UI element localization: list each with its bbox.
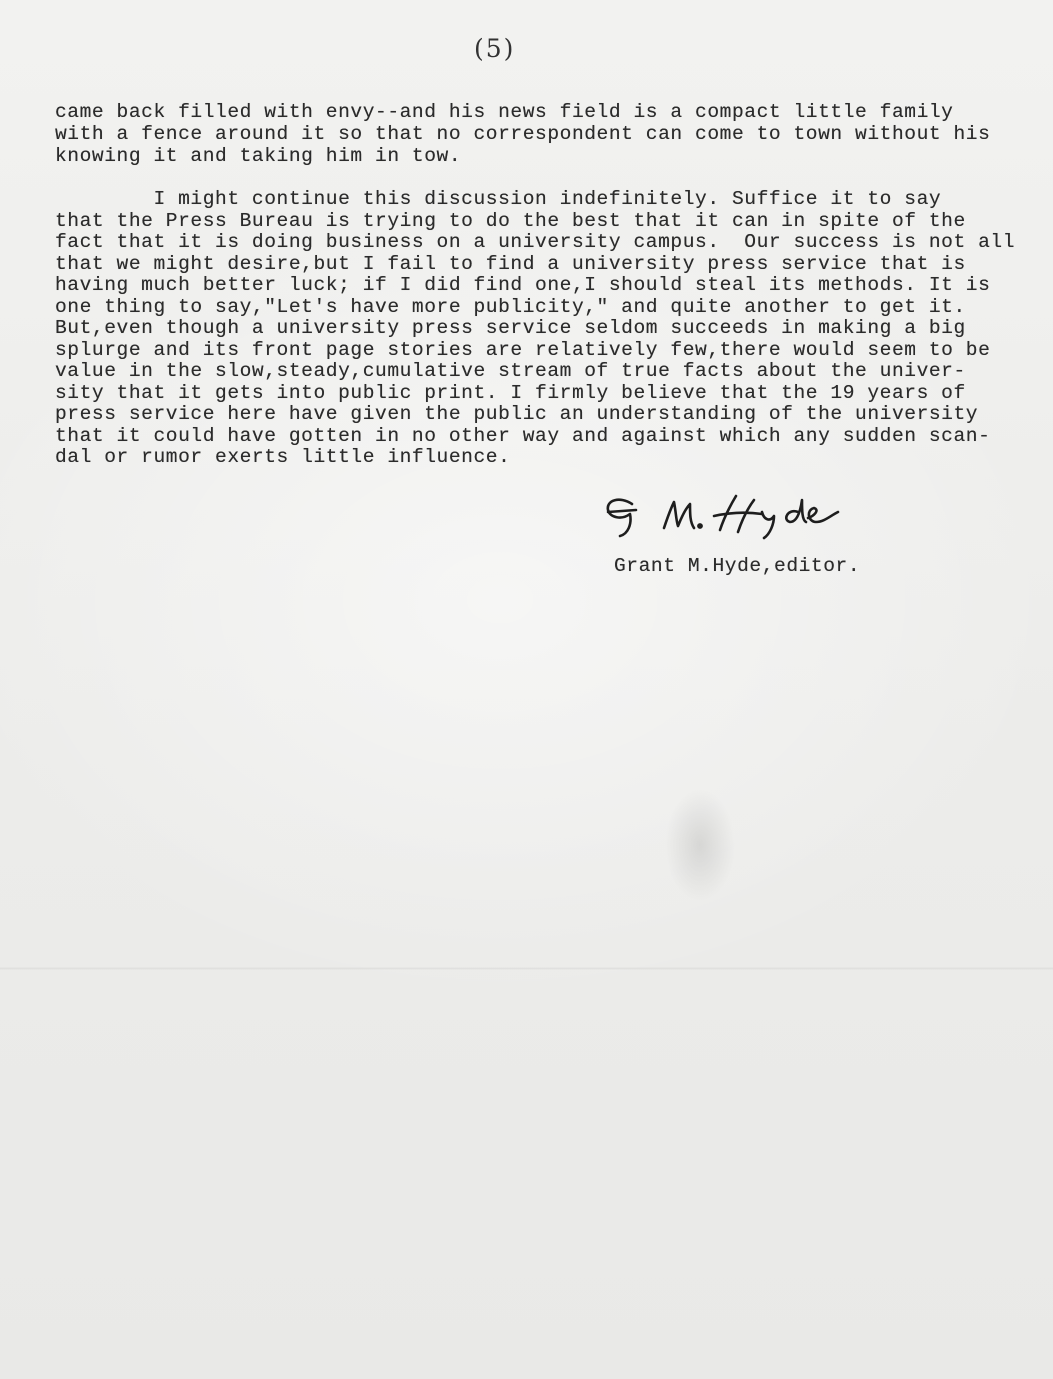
text-line: knowing it and taking him in tow.	[55, 145, 462, 167]
text-line: that the Press Bureau is trying to do the best that it can in spite of the	[55, 210, 966, 232]
text-line: sity that it gets into public print. I firmly believe that the 19 years of	[55, 382, 966, 404]
paper-fold	[0, 967, 1053, 970]
text-line: I might continue this discussion indefinitely. Suffice it to say	[55, 188, 942, 210]
text-line: that it could have gotten in no other way and against which any sudden scan-	[55, 425, 991, 447]
handwritten-signature	[602, 490, 852, 540]
text-line: press service here have given the public an understanding of the university	[55, 403, 979, 425]
text-line: came back filled with envy--and his news field is a compact little family	[55, 101, 954, 123]
text-line: one thing to say,"Let's have more publicity," and quite another to get it.	[55, 296, 966, 318]
text-line: with a fence around it so that no correspondent can come to town without his	[55, 123, 991, 145]
text-line: fact that it is doing business on a university campus. Our success is not all	[55, 231, 1016, 253]
text-line: that we might desire,but I fail to find a university press service that is	[55, 253, 966, 275]
page-number: (5)	[474, 34, 516, 63]
text-line: having much better luck; if I did find one,I should steal its methods. It is	[55, 274, 991, 296]
text-line: value in the slow,steady,cumulative stream of true facts about the univer-	[55, 360, 966, 382]
text-line: dal or rumor exerts little influence.	[55, 446, 511, 468]
signer-name: Grant M.Hyde,editor.	[614, 555, 861, 577]
text-line: splurge and its front page stories are relatively few,there would seem to be	[55, 339, 991, 361]
text-line: But,even though a university press service seldom succeeds in making a big	[55, 317, 966, 339]
